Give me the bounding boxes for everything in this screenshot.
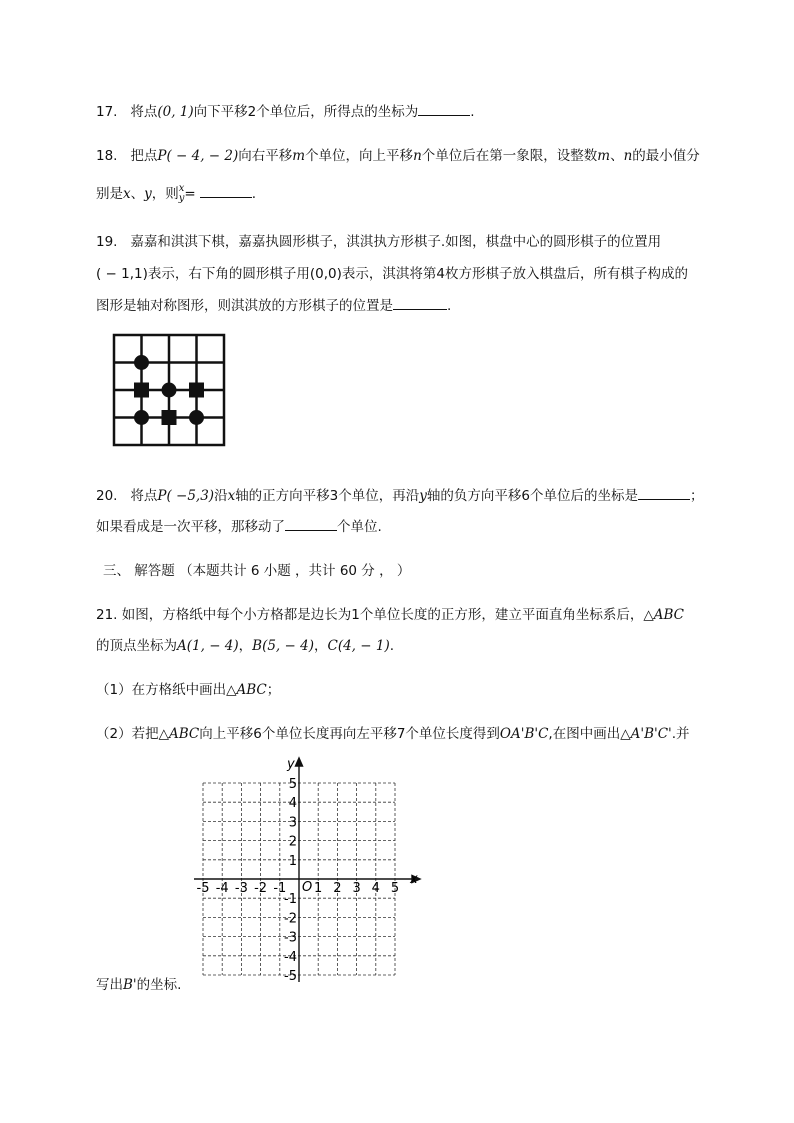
y-tick-label: 5 xyxy=(288,777,297,792)
x-tick-label: 3 xyxy=(352,881,361,896)
question-21-line-1: 21. 如图，方格纸中每个小方格都是边长为1个单位长度的正方形，建立平面直角坐标系后，△ABC xyxy=(96,607,684,623)
x-axis-label: x xyxy=(410,872,418,887)
y-tick-label: -5 xyxy=(284,969,297,984)
question-17: 17. 将点(0, 1)向下平移2个单位后，所得点的坐标为 . xyxy=(96,101,475,122)
question-19-line-3: 图形是轴对称图形，则淇淇放的方形棋子的位置是 . xyxy=(96,295,451,316)
y-axis-arrow-icon xyxy=(296,758,303,766)
answer-blank[interactable] xyxy=(393,295,447,310)
y-axis-label: y xyxy=(287,757,295,772)
origin-label: O xyxy=(302,880,313,895)
round-piece xyxy=(189,410,204,425)
x-tick-label: 4 xyxy=(371,881,380,896)
answer-blank[interactable] xyxy=(285,516,337,531)
square-piece xyxy=(134,383,149,398)
y-tick-label: 1 xyxy=(288,853,297,869)
question-18-line-2: 别是x、y，则 x y = . xyxy=(96,183,257,204)
y-tick-label: 3 xyxy=(288,815,297,831)
square-piece xyxy=(162,410,177,425)
round-piece xyxy=(162,383,177,398)
question-20-line-2: 如果看成是一次平移，那移动了 个单位. xyxy=(96,516,382,537)
x-tick-label: 1 xyxy=(314,881,323,896)
x-tick-label: -3 xyxy=(234,881,248,896)
x-tick-label: -4 xyxy=(215,881,229,896)
answer-blank[interactable] xyxy=(418,101,470,116)
section-heading: 三、 解答题 （本题共计 6 小题 ，共计 60 分 ， ） xyxy=(103,563,411,579)
y-tick-label: -3 xyxy=(284,930,297,946)
axes xyxy=(194,758,420,982)
answer-blank[interactable] xyxy=(638,485,690,500)
answer-blank[interactable] xyxy=(200,183,252,198)
coordinate-plane xyxy=(190,754,426,988)
question-21-part-2: （2）若把△ABC向上平移6个单位长度再向左平移7个单位长度得到OA'B'C,在图中画出△A'B'C'.并 xyxy=(96,726,690,742)
y-tick-label: 4 xyxy=(288,796,297,812)
question-21-last-line: 写出B'的坐标. xyxy=(96,977,182,993)
x-tick-label: -1 xyxy=(273,881,287,896)
x-tick-label: 2 xyxy=(333,881,342,896)
x-tick-label: -2 xyxy=(254,881,268,896)
y-tick-label: -4 xyxy=(284,949,297,965)
x-tick-label: 5 xyxy=(390,881,400,896)
round-piece xyxy=(134,355,149,370)
question-19-line-2: ( − 1,1)表示，右下角的圆形棋子用(0,0)表示，淇淇将第4枚方形棋子放入棋盘后，所有棋子构成的 xyxy=(96,266,688,282)
question-21-part-1: （1）在方格纸中画出△ABC； xyxy=(96,682,281,698)
question-21-line-2: 的顶点坐标为A(1, − 4)，B(5, − 4)，C(4, − 1). xyxy=(96,638,395,654)
y-tick-label: -1 xyxy=(284,892,297,908)
square-piece xyxy=(189,383,204,398)
fraction-x-over-y: x y xyxy=(178,183,185,204)
question-19-line-1: 19. 嘉嘉和淇淇下棋，嘉嘉执圆形棋子，淇淇执方形棋子.如图，棋盘中心的圆形棋子的位置用 xyxy=(96,234,662,250)
question-20-line-1: 20. 将点P( −5,3)沿x轴的正方向平移3个单位，再沿y轴的负方向平移6个单位后的坐标是 ； xyxy=(96,485,704,506)
round-piece xyxy=(134,410,149,425)
x-tick-label: -5 xyxy=(196,881,210,896)
y-tick-label: -2 xyxy=(284,911,297,927)
y-tick-label: 2 xyxy=(288,834,297,850)
question-18-line-1: 18. 把点P( − 4, − 2)向右平移m个单位，向上平移n个单位后在第一象限，设整数m、n的最小值分 xyxy=(96,148,700,164)
chess-board-figure xyxy=(105,325,245,455)
